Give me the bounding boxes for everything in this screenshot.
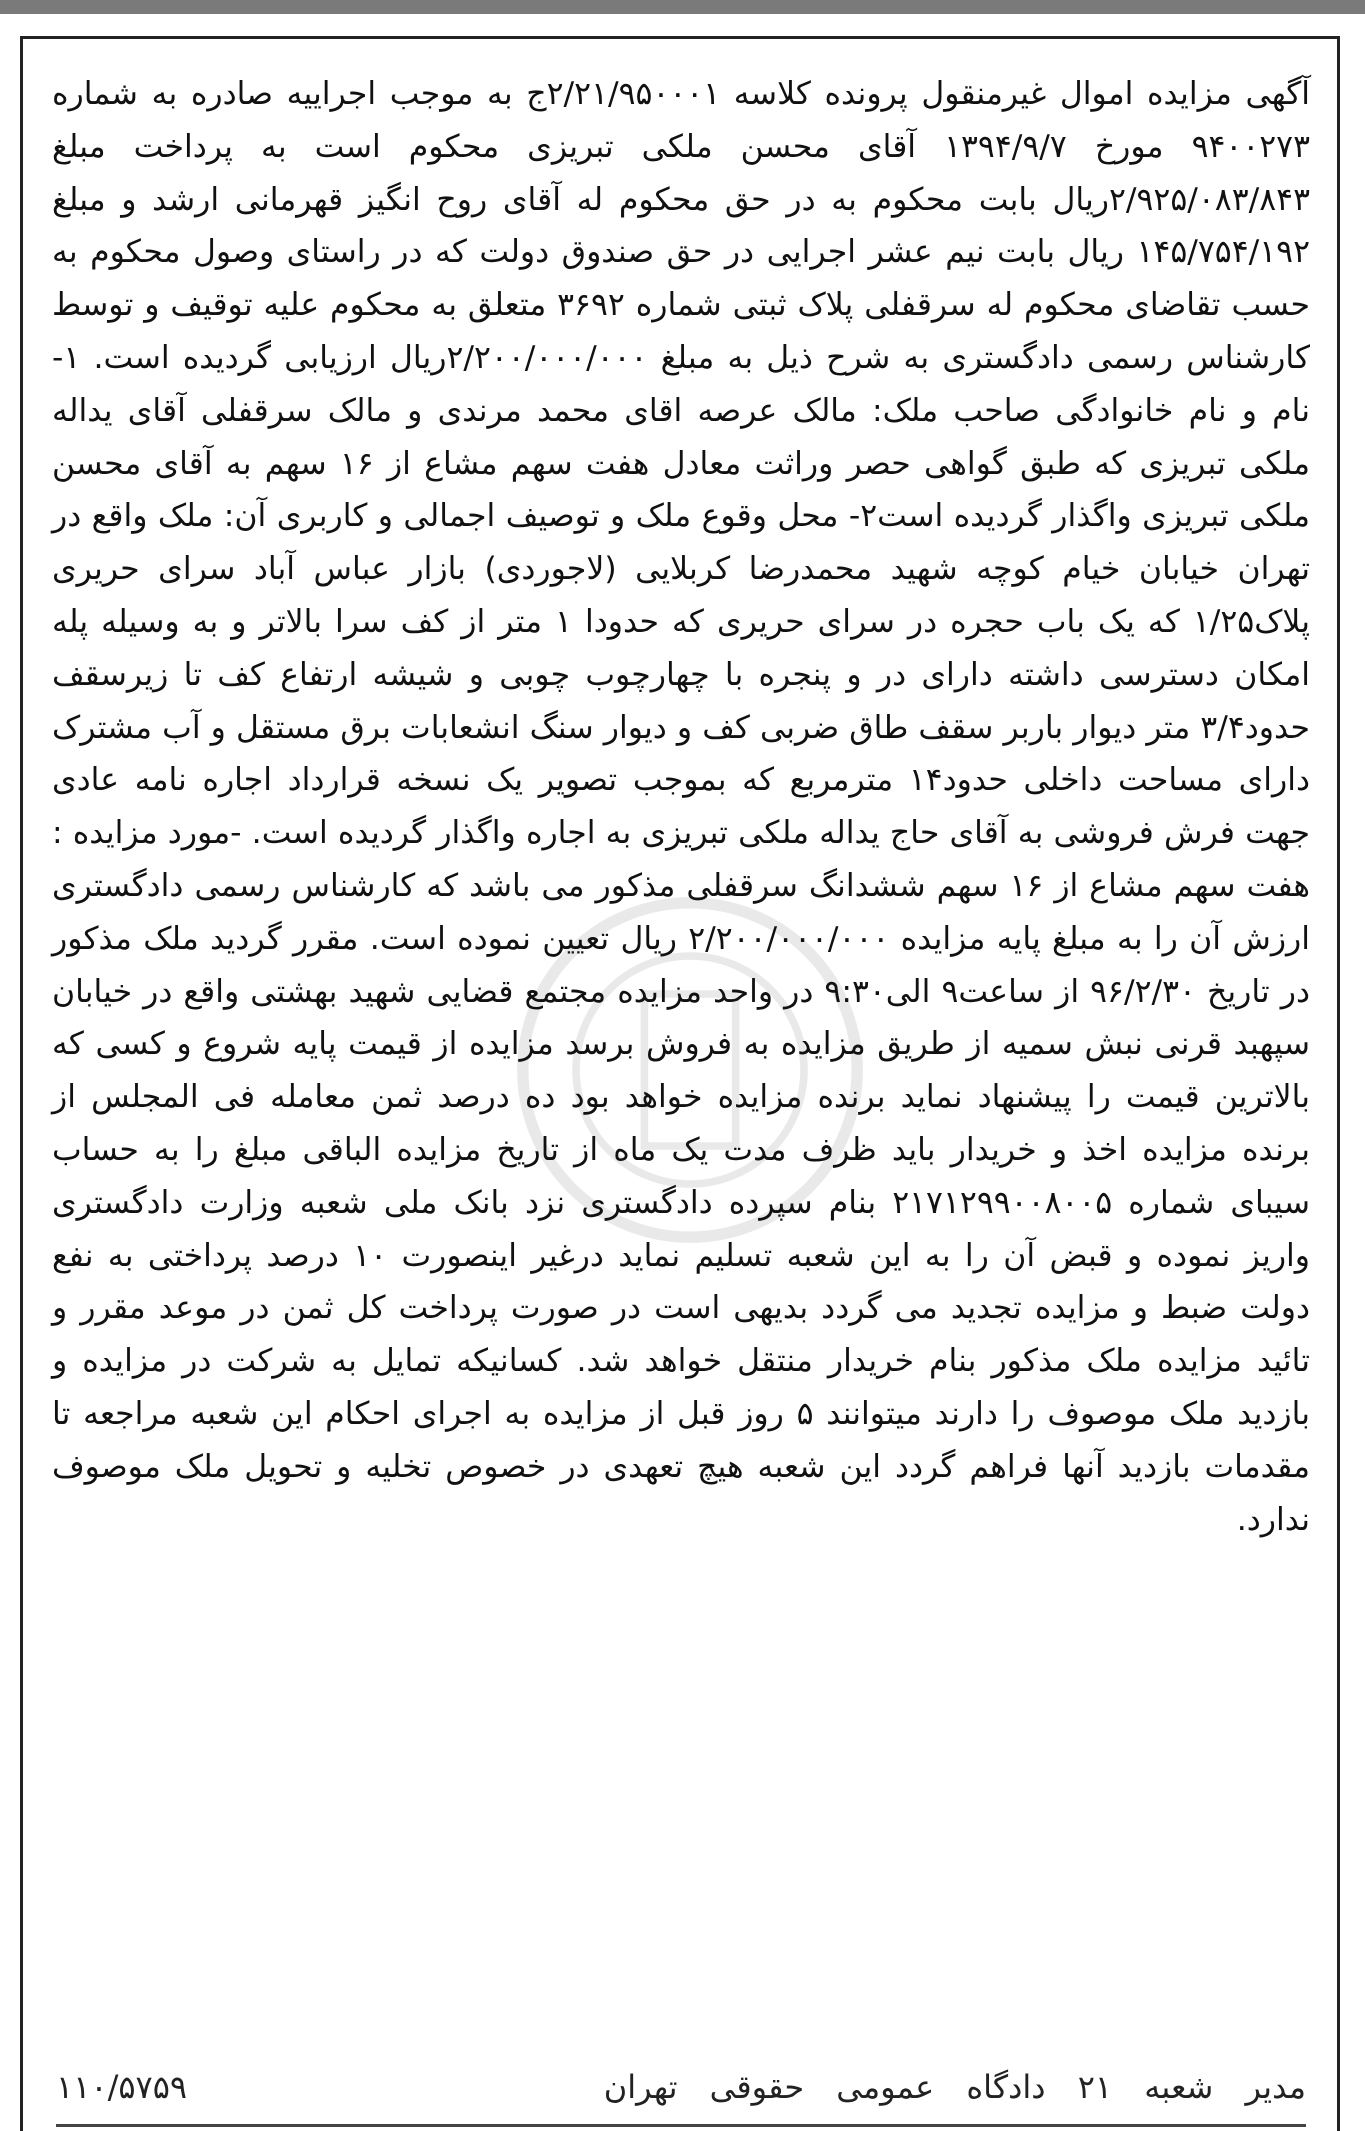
notice-footer: [56, 2068, 1306, 2106]
footer-rule: [56, 2124, 1306, 2127]
footer-reference-number: ۱۱۰/۵۷۵۹: [56, 2068, 188, 2106]
auction-notice: [52, 68, 1310, 1546]
notice-body: آگهی مزایده اموال غیرمنقول پرونده کلاسه ۲/۲۱/۹۵۰۰۰۱ج به موجب اجراییه صادره به شماره ۹۴۰۰۲۷۳ مورخ ۱۳۹۴/۹/۷ آقای محسن ملکی تبریزی محکوم است به پرداخت مبلغ ۲/۹۲۵/۰۸۳/۸۴۳ریال بابت محکوم به در حق محکوم له آقای روح انگیز قهرمانی ارشد و مبلغ ۱۴۵/۷۵۴/۱۹۲ ریال بابت نیم عشر اجرایی در حق صندوق دولت که در راستای وصول محکوم به حسب تقاضای محکوم له سرقفلی پلاک ثبتی شماره ۳۶۹۲ متعلق به محکوم علیه توقیف و توسط کارشناس رسمی دادگستری به شرح ذیل به مبلغ ۲/۲۰۰/۰۰۰/۰۰۰ریال ارزیابی گردیده است. ۱- نام و نام خانوادگی صاحب ملک: مالک عرصه اقای محمد مرندی و مالک سرقفلی آقای یداله ملکی تبریزی که طبق گواهی حصر وراثت معادل هفت سهم مشاع از ۱۶ سهم به آقای محسن ملکی تبریزی واگذار گردیده است۲- محل وقوع ملک و توصیف اجمالی و کاربری آن: ملک واقع در تهران خیابان خیام کوچه شهید محمدرضا کربلایی (لاجوردی) بازار عباس آباد سرای حریری پلاک۱/۲۵ که یک باب حجره در سرای حریری که حدودا ۱ متر از کف سرا بالاتر و به وسیله پله امکان دسترسی داشته دارای در و پنجره با چهارچوب چوبی و شیشه ارتفاع کف تا زیرسقف حدود۳/۴ متر دیوار باربر سقف طاق ضربی کف و دیوار سنگ انشعابات برق مستقل و آب مشترک دارای مساحت داخلی حدود۱۴ مترمربع که بموجب تصویر یک نسخه قرارداد اجاره نامه عادی جهت فرش فروشی به آقای حاج یداله ملکی تبریزی به اجاره واگذار گردیده است. -مورد مزایده : هفت سهم مشاع از ۱۶ سهم ششدانگ سرقفلی مذکور می باشد که کارشناس رسمی دادگستری ارزش آن را به مبلغ پایه مزایده ۲/۲۰۰/۰۰۰/۰۰۰ ریال تعیین نموده است. مقرر گردید ملک مذکور در تاریخ ۹۶/۲/۳۰ از ساعت۹ الی۹:۳۰ در واحد مزایده مجتمع قضایی شهید بهشتی واقع در خیابان سپهبد قرنی نبش سمیه از طریق مزایده به فروش برسد مزایده از قیمت پایه شروع و کسی که بالاترین قیمت را پیشنهاد نماید برنده مزایده خواهد بود ده درصد ثمن معامله فی المجلس از برنده مزایده اخذ و خریدار باید ظرف مدت یک ماه از تاریخ مزایده الباقی مبلغ را به حساب سیبای شماره ۲۱۷۱۲۹۹۰۰۸۰۰۵ بنام سپرده دادگستری نزد بانک ملی شعبه وزارت دادگستری واریز نموده و قبض آن را به این شعبه تسلیم نماید درغیر اینصورت ۱۰ درصد پرداختی به نفع دولت ضبط و مزایده تجدید می گردد بدیهی است در صورت پرداخت کل ثمن در موعد مقرر و تائید مزایده ملک مذکور بنام خریدار منتقل خواهد شد. کسانیکه تمایل به شرکت در مزایده و بازدید ملک موصوف را دارند میتوانند ۵ روز قبل از مزایده به اجرای احکام این شعبه مراجعه تا مقدمات بازدید آنها فراهم گردد این شعبه هیچ تعهدی در خصوص تخلیه و تحویل ملک موصوف ندارد.: [52, 76, 1311, 1538]
scan-top-bar: [0, 0, 1365, 14]
footer-signature: مدیر شعبه ۲۱ دادگاه عمومی حقوقی تهران: [603, 2068, 1306, 2106]
